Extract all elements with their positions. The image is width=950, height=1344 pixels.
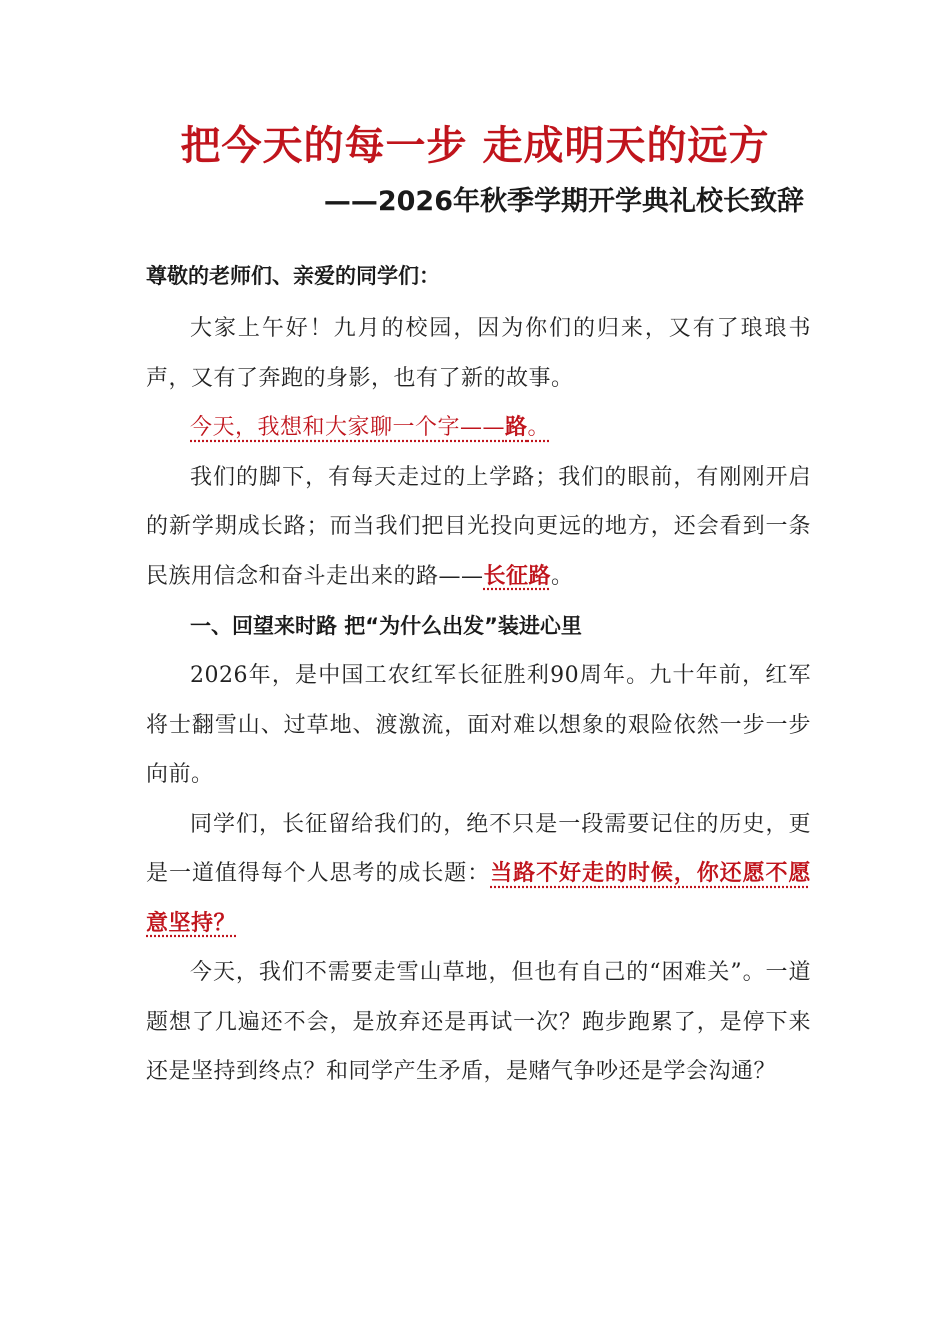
- paragraph-anniversary: 2026年，是中国工农红军长征胜利90周年。九十年前，红军将士翻雪山、过草地、渡激流，面对难以想象的艰险依然一步一步向前。: [146, 663, 811, 787]
- document-body: [146, 254, 811, 1097]
- growth-question-text: 同学们，长征留给我们的，绝不只是一段需要记住的历史，更是一道值得每个人思考的成长题：: [146, 811, 811, 886]
- paragraph-topic: [146, 403, 811, 453]
- paragraph-growth-question: [146, 800, 811, 949]
- topic-end-punct: 。: [527, 415, 551, 440]
- section-heading-1: 一、回望来时路 把“为什么出发”装进心里: [190, 614, 582, 638]
- topic-keyword: 路: [505, 414, 528, 440]
- roads-end-punct: 。: [551, 563, 574, 589]
- roads-text: 我们的脚下，有每天走过的上学路；我们的眼前，有刚刚开启的新学期成长路；而当我们把目光投向更远的地方，还会看到一条民族用信念和奋斗走出来的路——: [146, 464, 811, 589]
- topic-intro-text: 今天，我想和大家聊一个字——: [190, 415, 506, 440]
- document-subtitle: ——2026年秋季学期开学典礼校长致辞: [323, 186, 804, 217]
- paragraph-roads: [146, 453, 811, 602]
- paragraph-difficulties: 今天，我们不需要走雪山草地，但也有自己的“困难关”。一道题想了几遍还不会，是放弃还是再试一次？跑步跑累了，是停下来还是坚持到终点？和同学产生矛盾，是赌气争吵还是学会沟通？: [146, 960, 811, 1084]
- salutation: 尊敬的老师们、亲爱的同学们：: [146, 264, 440, 288]
- long-march-keyword: 长征路: [483, 562, 552, 589]
- document-title: 把今天的每一步 走成明天的远方: [180, 122, 770, 169]
- paragraph-greeting: 大家上午好！九月的校园，因为你们的归来，又有了琅琅书声，又有了奔跑的身影，也有了新的故事。: [146, 316, 811, 391]
- growth-question-highlight: 当路不好走的时候，你还愿不愿意坚持？: [146, 860, 811, 936]
